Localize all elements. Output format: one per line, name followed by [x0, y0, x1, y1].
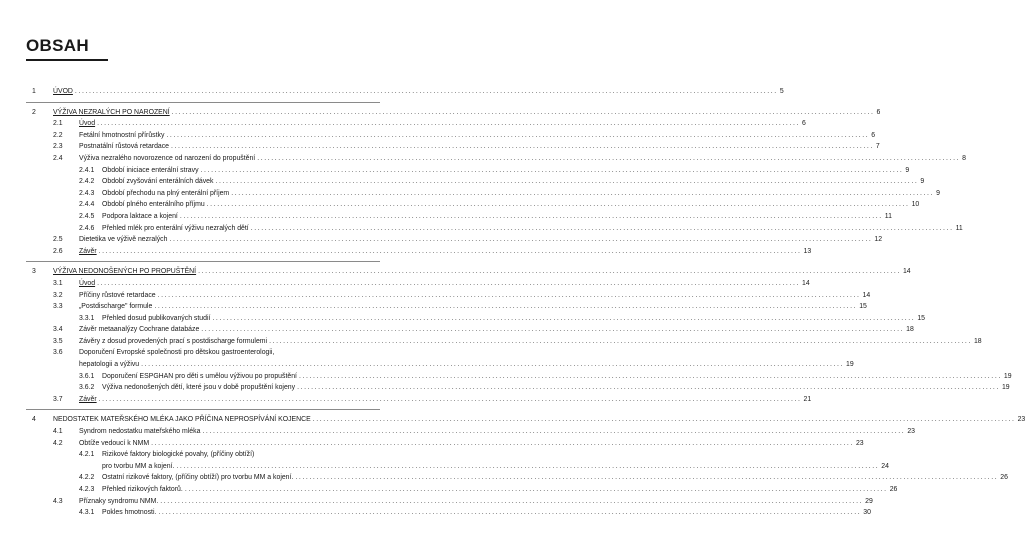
toc-entry-page: 9: [920, 178, 925, 186]
toc-entry[interactable]: [0, 165, 910, 177]
dot-leader: ........................................................................................................................................................................................................: [160, 497, 864, 505]
toc-entry-title: Přehled dosud publikovaných studií: [102, 314, 211, 322]
toc-entry-title: Výživa nezralého novorozence od narození do propuštění: [79, 154, 256, 162]
toc-entry-number: 2.5: [53, 236, 63, 244]
toc-entry-number: 2.4.1: [79, 166, 95, 174]
toc-entry-title: Úvod: [79, 120, 96, 128]
toc-entry-title: Pokles hmotnosti.: [102, 509, 157, 517]
toc-entry-page: 19: [1003, 372, 1012, 380]
toc-entry-page: 23: [855, 439, 864, 447]
toc-entry[interactable]: [0, 472, 1008, 484]
dot-leader: ........................................................................................................................................................................................................: [269, 337, 972, 345]
toc-entry-page: 9: [905, 166, 910, 174]
toc-entry[interactable]: [0, 313, 925, 325]
toc-entry-page: 23: [1017, 416, 1025, 424]
toc-entry-title: Období iniciace enterální stravy: [102, 166, 199, 174]
dot-leader: ........................................................................................................................................................................................................: [151, 439, 854, 447]
toc-entry-number: 4.2.2: [79, 474, 95, 482]
dot-leader: ........................................................................................................................................................................................................: [157, 291, 861, 299]
dot-leader: ........................................................................................................................................................................................................: [74, 88, 778, 95]
toc-entry-title: Fetální hmotnostní přírůstky: [79, 131, 165, 139]
dot-leader: ........................................................................................................................................................................................................: [215, 178, 919, 186]
toc-entry-number: 2.4.5: [79, 212, 95, 220]
toc-entry-number: 3.4: [53, 326, 63, 334]
toc-entry-page: 15: [859, 303, 867, 311]
toc-entry[interactable]: [0, 382, 1010, 394]
toc-entry-number: 4.2.1: [79, 451, 95, 459]
toc-entry[interactable]: [0, 141, 880, 153]
toc-entry-title: Doporučení ESPGHAN pro děti s umělou výživou po propuštění: [102, 372, 297, 380]
toc-entry-page: 26: [889, 486, 898, 493]
toc-entry-number: 3.2: [53, 291, 63, 299]
toc-entry-number: 3.6: [53, 349, 63, 357]
toc-entry-number: 4.3.1: [79, 509, 95, 517]
dot-leader: ........................................................................................................................................................................................................: [295, 474, 999, 482]
dot-leader: ........................................................................................................................................................................................................: [176, 462, 880, 470]
toc-entry[interactable]: [0, 484, 898, 496]
toc-entry-number: 2.2: [53, 131, 63, 139]
toc-entry-title: NEDOSTATEK MATEŘSKÉHO MLÉKA JAKO PŘÍČINA NEPROSPÍVÁNÍ KOJENCE: [53, 416, 311, 424]
toc-entry-number: 4.2: [53, 439, 63, 447]
toc-entry-number: 4: [32, 416, 36, 424]
toc-entry-page: 7: [875, 143, 880, 151]
toc-entry[interactable]: [0, 371, 1012, 383]
toc-entry-number: 2.6: [53, 247, 63, 255]
toc-entry-page: 21: [803, 395, 812, 403]
toc-entry-page: 8: [962, 154, 966, 162]
toc-entry[interactable]: [0, 461, 889, 473]
dot-leader: ........................................................................................................................................................................................................: [198, 268, 901, 276]
toc-entry-title: Období zvyšování enterálních dávek: [102, 178, 214, 186]
dot-leader: ........................................................................................................................................................................................................: [184, 486, 888, 493]
toc-entry-title: „Postdischarge" formule: [79, 303, 153, 311]
toc-entry[interactable]: [0, 394, 812, 406]
toc-entry-title: Příznaky syndromu NMM.: [79, 497, 159, 505]
dot-leader: ........................................................................................................................................................................................................: [98, 247, 802, 255]
toc-entry[interactable]: [0, 438, 864, 450]
dot-leader: ........................................................................................................................................................................................................: [206, 201, 910, 209]
toc-entry[interactable]: [0, 107, 881, 119]
toc-entry-page: 11: [884, 212, 892, 220]
toc-entry-number: 4.2.3: [79, 486, 95, 493]
toc-entry-number: 3.6.2: [79, 384, 95, 392]
section-divider: [26, 102, 380, 103]
toc-entry-title: Příčiny růstové retardace: [79, 291, 156, 299]
dot-leader: ........................................................................................................................................................................................................: [297, 384, 1000, 392]
toc-entry[interactable]: [0, 426, 915, 438]
toc-entry[interactable]: [0, 153, 966, 165]
dot-leader: ........................................................................................................................................................................................................: [201, 326, 905, 334]
toc-entry[interactable]: [0, 223, 963, 235]
toc-entry-number: 2.1: [53, 120, 63, 128]
toc-entry-page: 19: [846, 361, 854, 369]
toc-entry-title: Podpora laktace a kojení: [102, 212, 178, 220]
toc-entry-title: Závěry z dosud provedených prací s postdischarge formulemi: [79, 337, 268, 345]
toc-entry-title: Postnatální růstová retardace: [79, 143, 170, 151]
dot-leader: ........................................................................................................................................................................................................: [231, 189, 935, 197]
dot-leader: ........................................................................................................................................................................................................: [169, 236, 873, 244]
dot-leader: ........................................................................................................................................................................................................: [202, 428, 906, 436]
toc-entry-title: Dietetika ve výživě nezralých: [79, 236, 168, 244]
toc-entry-number: 2.4.3: [79, 189, 95, 197]
toc-entry[interactable]: [0, 118, 806, 130]
toc-entry-page: 6: [876, 108, 881, 116]
toc-entry-title: Rizikové faktory biologické povahy, (příčiny obtíží): [102, 451, 255, 459]
toc-entry-number: 3.7: [53, 395, 63, 403]
toc-entry[interactable]: [0, 130, 876, 142]
toc-entry-page: 9: [936, 189, 940, 197]
toc-entry-number: 3.3.1: [79, 314, 95, 322]
toc-entry-number: 2.4: [53, 154, 63, 162]
toc-entry-page: 14: [801, 279, 810, 287]
toc-entry[interactable]: [0, 199, 920, 211]
dot-leader: ........................................................................................................................................................................................................: [212, 314, 916, 322]
toc-entry-page: 12: [874, 236, 883, 244]
toc-entry-page: 24: [881, 462, 889, 470]
toc-entry[interactable]: [0, 188, 940, 200]
dot-leader: ........................................................................................................................................................................................................: [171, 143, 874, 151]
toc-entry-number: 2.4.2: [79, 178, 95, 186]
toc-entry[interactable]: [0, 496, 873, 508]
toc-entry-title: Závěr: [79, 247, 97, 255]
dot-leader: ........................................................................................................................................................................................................: [166, 131, 870, 139]
toc-entry-number: 1: [32, 88, 36, 95]
toc-entry[interactable]: [0, 234, 883, 246]
toc-entry-number: 4.3: [53, 497, 63, 505]
dot-leader: ........................................................................................................................................................................................................: [312, 416, 1016, 424]
toc-entry[interactable]: [0, 336, 982, 348]
toc-entry[interactable]: [0, 449, 400, 461]
dot-leader: ........................................................................................................................................................................................................: [200, 166, 904, 174]
toc-entry-page: 18: [973, 337, 982, 345]
toc-entry-title: Syndrom nedostatku mateřského mléka: [79, 428, 201, 436]
toc-entry-page: 14: [902, 268, 911, 276]
toc-entry-number: 4.1: [53, 428, 63, 436]
toc-entry-number: 3.3: [53, 303, 63, 311]
toc-entry-page: 13: [803, 247, 812, 255]
dot-leader: ........................................................................................................................................................................................................: [158, 509, 862, 517]
toc-entry[interactable]: [0, 290, 871, 302]
dot-leader: ........................................................................................................................................................................................................: [171, 108, 875, 116]
toc-entry-number: 3.5: [53, 337, 63, 345]
toc-entry-title: hepatologii a výživu: [79, 361, 140, 369]
toc-entry-title: Závěr: [79, 395, 97, 403]
dot-leader: ........................................................................................................................................................................................................: [257, 154, 961, 162]
page-title: OBSAH: [26, 36, 89, 55]
toc-entry-page: 10: [911, 201, 920, 209]
toc-entry-title: Doporučení Evropské společnosti pro dětskou gastroenterologii,: [79, 349, 275, 357]
toc-entry-page: 30: [863, 509, 871, 517]
toc-entry-number: 3.1: [53, 279, 63, 287]
toc-entry-title: Výživa nedonošených dětí, které jsou v době propuštění kojeny: [102, 384, 296, 392]
toc-entry-page: 23: [907, 428, 915, 436]
toc-entry[interactable]: [0, 246, 812, 258]
toc-entry[interactable]: [0, 507, 871, 519]
toc-entry-page: 14: [862, 291, 871, 299]
toc-entry-page: 26: [1000, 474, 1008, 482]
toc-entry-title: Obtíže vedoucí k NMM: [79, 439, 150, 447]
title-underline: [26, 59, 108, 61]
toc-entry[interactable]: [0, 347, 400, 359]
toc-entry-title: pro tvorbu MM a kojení.: [102, 462, 175, 470]
toc-entry[interactable]: [0, 278, 810, 290]
dot-leader: ........................................................................................................................................................................................................: [154, 303, 858, 311]
toc-entry-title: ÚVOD: [53, 88, 73, 95]
toc-entry-page: 11: [955, 224, 963, 232]
toc-entry-title: Závěr metaanalýzy Cochrane databáze: [79, 326, 200, 334]
section-divider: [26, 261, 380, 262]
toc-entry[interactable]: [0, 86, 784, 98]
toc-entry-number: 2: [32, 108, 36, 116]
toc-entry-page: 18: [906, 326, 914, 334]
dot-leader: ........................................................................................................................................................................................................: [179, 212, 883, 220]
toc-entry[interactable]: [0, 301, 867, 313]
toc-entry-page: 29: [865, 497, 873, 505]
section-divider: [26, 409, 380, 410]
dot-leader: ........................................................................................................................................................................................................: [97, 120, 800, 128]
toc-entry[interactable]: [0, 176, 925, 188]
toc-entry-title: VÝŽIVA NEDONOŠENÝCH PO PROPUŠTĚNÍ: [53, 268, 197, 276]
dot-leader: ........................................................................................................................................................................................................: [298, 372, 1002, 380]
table-of-contents: [0, 86, 1025, 519]
toc-entry-number: 3: [32, 268, 36, 276]
toc-entry[interactable]: [0, 266, 911, 278]
dot-leader: ........................................................................................................................................................................................................: [97, 279, 800, 287]
toc-entry-page: 6: [871, 131, 876, 139]
toc-entry[interactable]: [0, 324, 914, 336]
toc-entry-title: VÝŽIVA NEZRALÝCH PO NAROZENÍ: [53, 108, 170, 116]
dot-leader: ........................................................................................................................................................................................................: [250, 224, 954, 232]
dot-leader: ........................................................................................................................................................................................................: [98, 395, 802, 403]
toc-entry-number: 2.4.6: [79, 224, 95, 232]
toc-entry-title: Přehled rizikových faktorů.: [102, 486, 183, 493]
toc-entry[interactable]: [0, 414, 1025, 426]
toc-entry-title: Ostatní rizikové faktory, (příčiny obtíží) pro tvorbu MM a kojení.: [102, 474, 294, 482]
toc-entry-page: 15: [917, 314, 925, 322]
toc-entry[interactable]: [0, 211, 892, 223]
toc-entry-title: Úvod: [79, 279, 96, 287]
toc-entry-title: Přehled mlék pro enterální výživu nezralých dětí: [102, 224, 249, 232]
dot-leader: ........................................................................................................................................................................................................: [141, 361, 845, 369]
toc-entry-number: 3.6.1: [79, 372, 95, 380]
toc-entry-page: 6: [801, 120, 806, 128]
toc-entry-number: 2.4.4: [79, 201, 95, 209]
toc-entry-title: Období přechodu na plný enterální příjem: [102, 189, 230, 197]
toc-entry-page: 19: [1001, 384, 1010, 392]
toc-entry[interactable]: [0, 359, 854, 371]
toc-entry-title: Období plného enterálního příjmu: [102, 201, 205, 209]
toc-entry-page: 5: [779, 88, 784, 95]
toc-entry-number: 2.3: [53, 143, 63, 151]
